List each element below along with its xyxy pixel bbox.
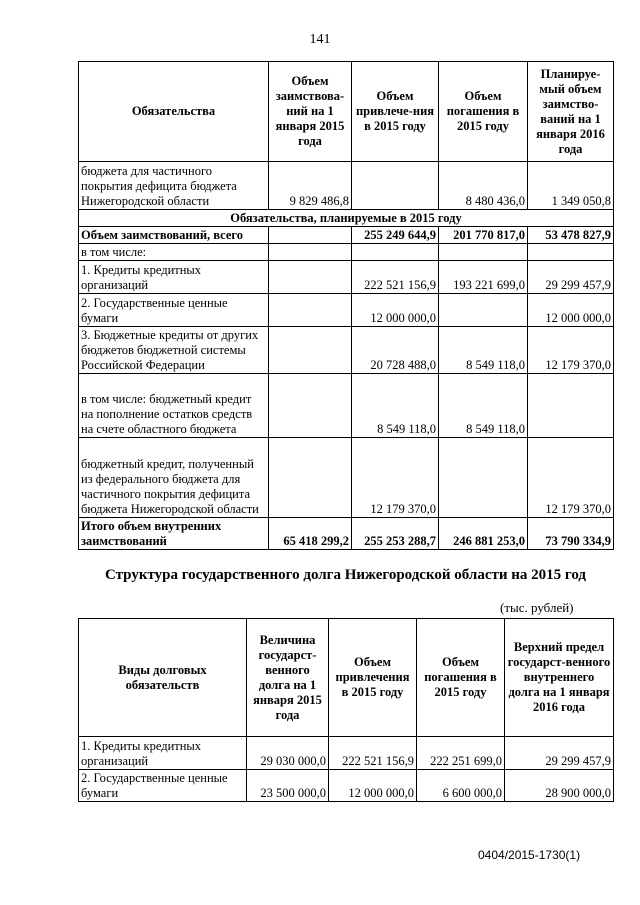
cell-value xyxy=(269,438,352,518)
cell-value: 246 881 253,0 xyxy=(439,518,528,550)
section-title: Обязательства, планируемые в 2015 году xyxy=(79,210,614,227)
cell-value: 201 770 817,0 xyxy=(439,227,528,244)
cell-value: 6 600 000,0 xyxy=(417,770,505,802)
row-label: в том числе: xyxy=(79,244,269,261)
cell-value xyxy=(439,294,528,327)
row-label: 2. Государственные ценные бумаги xyxy=(79,770,247,802)
units-label: (тыс. рублей) xyxy=(500,600,574,615)
cell-value xyxy=(269,327,352,374)
header-debt-types: Виды долговых обязательств xyxy=(79,619,247,737)
cell-value xyxy=(269,294,352,327)
table-row xyxy=(79,294,614,327)
row-label: в том числе: бюджетный кредит на пополнение остатков средств на счете областного бюджета xyxy=(79,374,269,438)
row-label: Итого объем внутренних заимствований xyxy=(79,518,269,550)
table-row xyxy=(79,770,614,802)
header-attraction: Объем привлече-ния в 2015 году xyxy=(352,62,439,162)
table-row xyxy=(79,162,614,210)
table-row xyxy=(79,227,614,244)
cell-value: 222 251 699,0 xyxy=(417,737,505,770)
cell-value: 9 829 486,8 xyxy=(269,162,352,210)
section-row xyxy=(79,210,614,227)
cell-value: 12 179 370,0 xyxy=(528,327,614,374)
cell-value xyxy=(352,162,439,210)
cell-value xyxy=(269,261,352,294)
cell-value: 20 728 488,0 xyxy=(352,327,439,374)
cell-value xyxy=(439,244,528,261)
cell-value xyxy=(269,374,352,438)
row-label: бюджетный кредит, полученный из федерального бюджета для частичного покрытия дефицита бюджета Нижегородской области xyxy=(79,438,269,518)
header-repayment: Объем погашения в 2015 году xyxy=(439,62,528,162)
cell-value: 29 299 457,9 xyxy=(528,261,614,294)
table-row xyxy=(79,374,614,438)
cell-value xyxy=(352,244,439,261)
cell-value: 8 480 436,0 xyxy=(439,162,528,210)
cell-value: 29 030 000,0 xyxy=(247,737,329,770)
cell-value: 12 000 000,0 xyxy=(329,770,417,802)
cell-value: 29 299 457,9 xyxy=(505,737,614,770)
page-number: 141 xyxy=(309,32,331,47)
row-label: 2. Государственные ценные бумаги xyxy=(79,294,269,327)
cell-value xyxy=(528,374,614,438)
cell-value: 193 221 699,0 xyxy=(439,261,528,294)
cell-value: 12 179 370,0 xyxy=(352,438,439,518)
table-row xyxy=(79,327,614,374)
cell-value: 12 000 000,0 xyxy=(528,294,614,327)
cell-value: 53 478 827,9 xyxy=(528,227,614,244)
cell-value xyxy=(269,244,352,261)
header-row xyxy=(79,619,614,737)
cell-value: 255 249 644,9 xyxy=(352,227,439,244)
header-row xyxy=(79,62,614,162)
cell-value xyxy=(269,227,352,244)
cell-value xyxy=(439,438,528,518)
row-label: 1. Кредиты кредитных организаций xyxy=(79,261,269,294)
cell-value: 222 521 156,9 xyxy=(329,737,417,770)
cell-value: 65 418 299,2 xyxy=(269,518,352,550)
cell-value: 8 549 118,0 xyxy=(439,374,528,438)
debt-structure-table xyxy=(78,618,614,802)
header-attraction: Объем привлечения в 2015 году xyxy=(329,619,417,737)
header-planned-2016: Планируе-мый объем заимство-ваний на 1 января 2016 года xyxy=(528,62,614,162)
header-obligations: Обязательства xyxy=(79,62,269,162)
cell-value: 255 253 288,7 xyxy=(352,518,439,550)
row-label: 1. Кредиты кредитных организаций xyxy=(79,737,247,770)
row-label: бюджета для частичного покрытия дефицита бюджета Нижегородской области xyxy=(79,162,269,210)
cell-value: 12 179 370,0 xyxy=(528,438,614,518)
total-row xyxy=(79,518,614,550)
structure-title: Структура государственного долга Нижегородской области на 2015 год xyxy=(104,567,587,583)
cell-value: 12 000 000,0 xyxy=(352,294,439,327)
cell-value: 1 349 050,8 xyxy=(528,162,614,210)
table-row xyxy=(79,438,614,518)
borrowings-table xyxy=(78,61,614,550)
header-volume-2015: Объем заимствова-ний на 1 января 2015 года xyxy=(269,62,352,162)
document-code: 0404/2015-1730(1) xyxy=(478,848,581,862)
table-row xyxy=(79,737,614,770)
cell-value: 23 500 000,0 xyxy=(247,770,329,802)
cell-value: 28 900 000,0 xyxy=(505,770,614,802)
row-label: 3. Бюджетные кредиты от других бюджетов бюджетной системы Российской Федерации xyxy=(79,327,269,374)
header-upper-limit: Верхний предел государст-венного внутреннего долга на 1 января 2016 года xyxy=(505,619,614,737)
table-row xyxy=(79,244,614,261)
cell-value xyxy=(528,244,614,261)
table-row xyxy=(79,261,614,294)
row-label: Объем заимствований, всего xyxy=(79,227,269,244)
cell-value: 8 549 118,0 xyxy=(352,374,439,438)
header-repayment: Объем погашения в 2015 году xyxy=(417,619,505,737)
cell-value: 73 790 334,9 xyxy=(528,518,614,550)
cell-value: 222 521 156,9 xyxy=(352,261,439,294)
cell-value: 8 549 118,0 xyxy=(439,327,528,374)
header-debt-2015: Величина государст-венного долга на 1 января 2015 года xyxy=(247,619,329,737)
